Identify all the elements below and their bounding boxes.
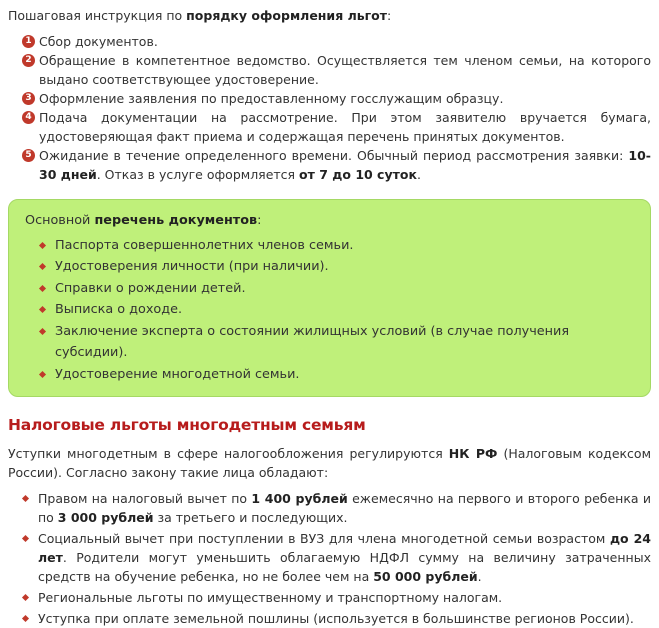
document-item: Выписка о доходе. [39,299,634,321]
benefit-text: . [477,569,482,584]
benefit-text: . Родители могут уменьшить облагаемую НДФЛ сумму на величину затраченных средств на обучение ребенка, но не более чем на [38,550,651,584]
intro-paragraph [8,6,651,25]
step-text: Подача документации на рассмотрение. При этом заявителю вручается бумага, удостоверяющая факт приема и содержащая перечень принятых документов. [39,110,651,144]
documents-title-bold: перечень документов [94,213,258,228]
tax-paragraph [8,444,651,482]
tax-benefit-item [22,588,651,607]
step-text: . [416,167,421,182]
intro-bold: порядку оформления льгот [186,8,387,23]
tax-paragraph-text: (Налоговым кодексом России). Согласно закону такие лица обладают: [8,446,652,480]
benefit-text: Уступка при оплате земельной пошлины (используется в большинстве регионов России). [38,611,634,626]
document-item: Паспорта совершеннолетних членов семьи. [39,235,634,257]
tax-benefit-item [22,529,651,586]
step-text: Оформление заявления по предоставленному госслужащим образцу. [39,91,504,106]
tax-heading: Налоговые льготы многодетным семьям [8,416,366,434]
tax-paragraph-bold: НК РФ [448,446,498,461]
benefit-text: Правом на налоговый вычет по [38,491,252,506]
step-number-icon: 3 [22,92,35,105]
documents-list [25,235,634,386]
benefit-text: Региональные льготы по имущественному и транспортному налогам. [38,590,503,605]
step-number-icon: 1 [22,35,35,48]
benefit-text: Социальный вычет при поступлении в ВУЗ для члена многодетной семьи возрастом [38,531,610,546]
step-text: Обращение в компетентное ведомство. Осуществляется тем членом семьи, на которого выдано соответствующее удостоверение. [39,53,651,87]
benefit-bold: 50 000 рублей [373,569,478,584]
document-item: Справки о рождении детей. [39,278,634,300]
step-text: . Отказ в услуге оформляется [96,167,300,182]
benefit-bold: до 24 лет [38,531,651,565]
steps-list [8,32,651,184]
step-bold: 10-30 дней [39,148,651,182]
tax-benefit-item [22,489,651,527]
documents-title-end: : [257,213,262,228]
document-item: Удостоверения личности (при наличии). [39,256,634,278]
intro-text: Пошаговая инструкция по [8,8,187,23]
step-text: Сбор документов. [39,34,158,49]
benefit-text: ежемесячно на первого и второго ребенка и по [38,491,651,525]
step-number-icon: 5 [22,149,35,162]
tax-benefits-list [8,489,651,628]
step-text: Ожидание в течение определенного времени. Обычный период рассмотрения заявки: [39,148,629,163]
step-number-icon: 2 [22,54,35,67]
documents-box [8,199,651,397]
tax-paragraph-text: Уступки многодетным в сфере налогообложения регулируются [8,446,449,461]
benefit-bold: 3 000 рублей [57,510,154,525]
documents-title [25,210,634,232]
step-item [22,51,651,89]
document-item: Заключение эксперта о состоянии жилищных условий (в случае получения субсидии). [39,321,634,364]
step-item [22,146,651,184]
benefit-bold: 1 400 рублей [251,491,348,506]
documents-title-text: Основной [25,213,95,228]
intro-end: : [387,8,392,23]
step-item [22,108,651,146]
step-number-icon: 4 [22,111,35,124]
benefit-text: за третьего и последующих. [153,510,348,525]
step-bold: от 7 до 10 суток [299,167,417,182]
step-item [22,89,651,108]
step-item [22,32,651,51]
document-item: Удостоверение многодетной семьи. [39,364,634,386]
